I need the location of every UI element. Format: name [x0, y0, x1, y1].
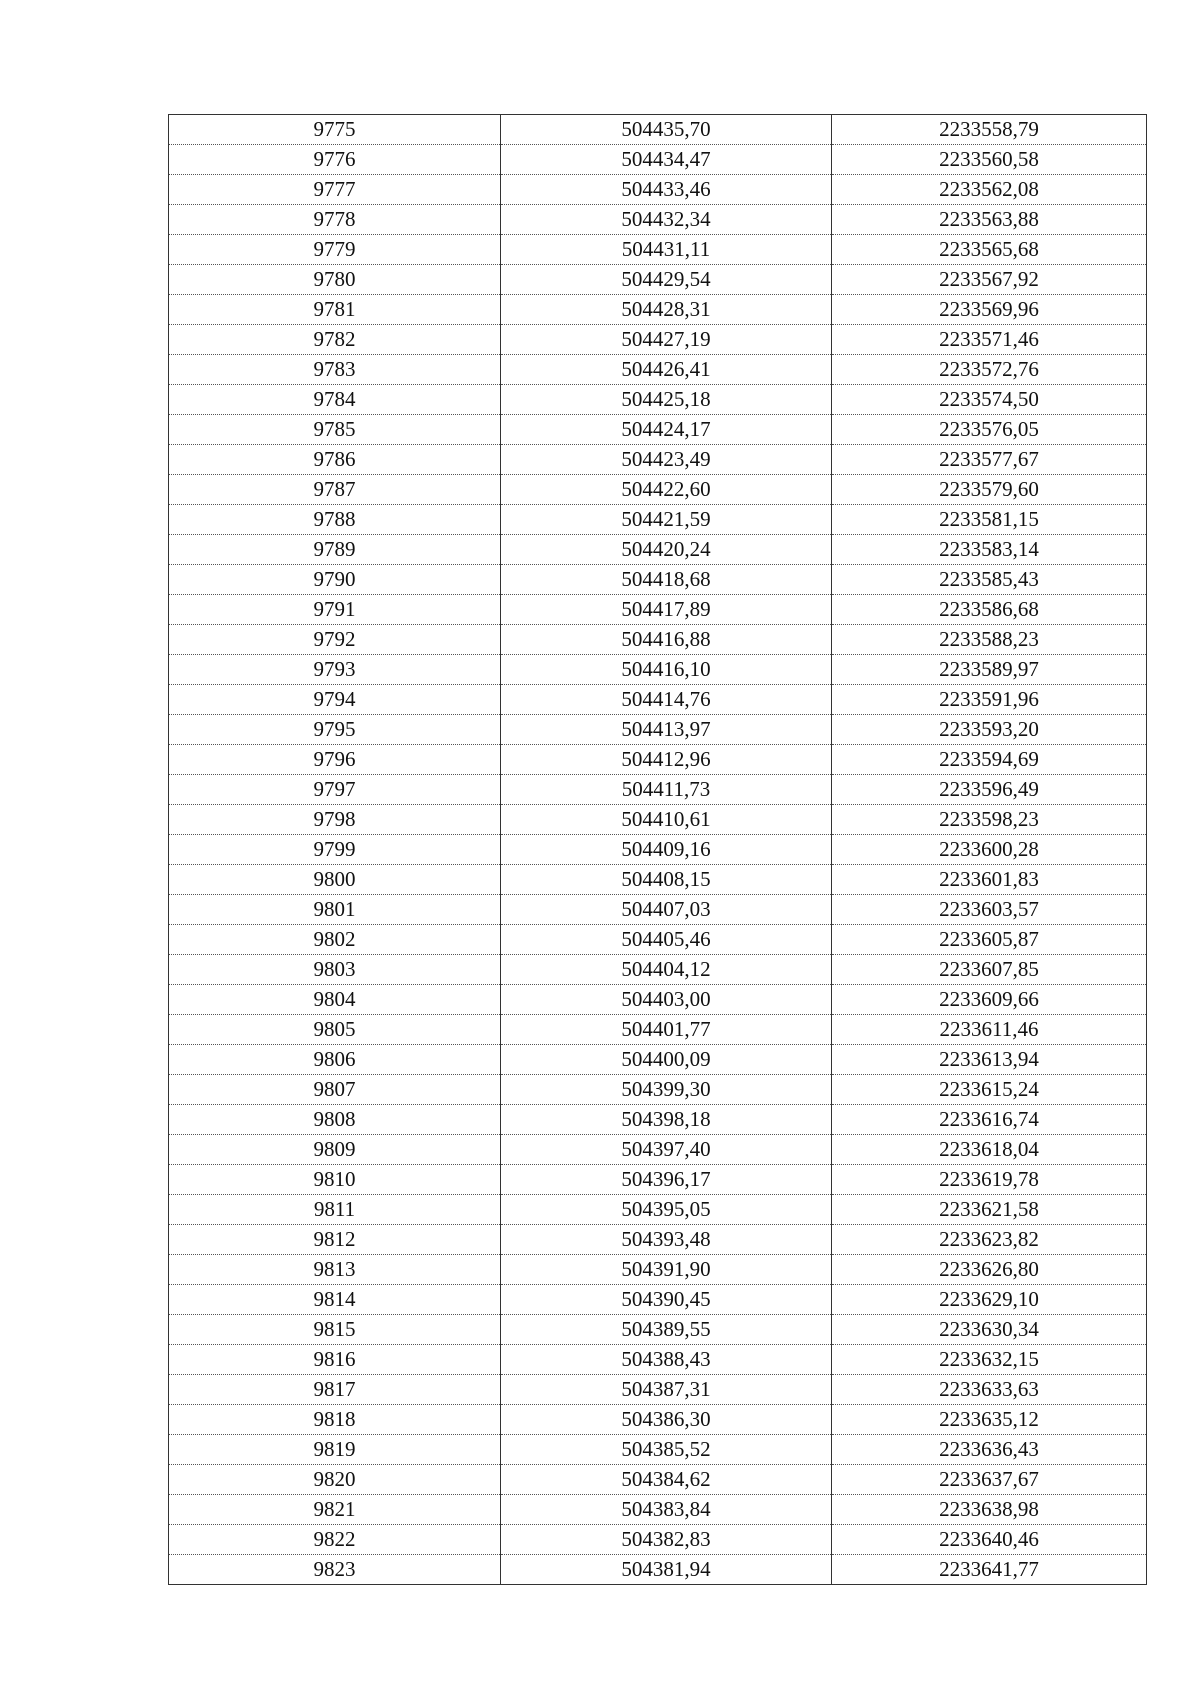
- table-row: [169, 1315, 1147, 1345]
- x-coordinate-cell: 504393,48: [501, 1225, 832, 1255]
- table-row: [169, 535, 1147, 565]
- x-coordinate-cell: 504395,05: [501, 1195, 832, 1225]
- y-coordinate-cell: 2233583,14: [832, 535, 1147, 565]
- x-coordinate-cell: 504381,94: [501, 1555, 832, 1585]
- x-coordinate-cell: 504385,52: [501, 1435, 832, 1465]
- point-number-cell: 9798: [169, 805, 501, 835]
- y-coordinate-cell: 2233640,46: [832, 1525, 1147, 1555]
- table-row: [169, 385, 1147, 415]
- y-coordinate-cell: 2233569,96: [832, 295, 1147, 325]
- coordinates-table-body: [169, 115, 1147, 1585]
- table-row: [169, 1045, 1147, 1075]
- table-row: [169, 325, 1147, 355]
- table-row: [169, 1075, 1147, 1105]
- y-coordinate-cell: 2233577,67: [832, 445, 1147, 475]
- x-coordinate-cell: 504420,24: [501, 535, 832, 565]
- x-coordinate-cell: 504435,70: [501, 115, 832, 145]
- x-coordinate-cell: 504426,41: [501, 355, 832, 385]
- table-row: [169, 1435, 1147, 1465]
- point-number-cell: 9815: [169, 1315, 501, 1345]
- point-number-cell: 9818: [169, 1405, 501, 1435]
- point-number-cell: 9823: [169, 1555, 501, 1585]
- point-number-cell: 9795: [169, 715, 501, 745]
- x-coordinate-cell: 504416,10: [501, 655, 832, 685]
- x-coordinate-cell: 504384,62: [501, 1465, 832, 1495]
- point-number-cell: 9819: [169, 1435, 501, 1465]
- y-coordinate-cell: 2233632,15: [832, 1345, 1147, 1375]
- x-coordinate-cell: 504417,89: [501, 595, 832, 625]
- y-coordinate-cell: 2233591,96: [832, 685, 1147, 715]
- x-coordinate-cell: 504397,40: [501, 1135, 832, 1165]
- y-coordinate-cell: 2233616,74: [832, 1105, 1147, 1135]
- x-coordinate-cell: 504431,11: [501, 235, 832, 265]
- x-coordinate-cell: 504400,09: [501, 1045, 832, 1075]
- x-coordinate-cell: 504421,59: [501, 505, 832, 535]
- y-coordinate-cell: 2233629,10: [832, 1285, 1147, 1315]
- point-number-cell: 9809: [169, 1135, 501, 1165]
- y-coordinate-cell: 2233635,12: [832, 1405, 1147, 1435]
- x-coordinate-cell: 504428,31: [501, 295, 832, 325]
- y-coordinate-cell: 2233621,58: [832, 1195, 1147, 1225]
- point-number-cell: 9775: [169, 115, 501, 145]
- y-coordinate-cell: 2233589,97: [832, 655, 1147, 685]
- x-coordinate-cell: 504414,76: [501, 685, 832, 715]
- y-coordinate-cell: 2233588,23: [832, 625, 1147, 655]
- y-coordinate-cell: 2233619,78: [832, 1165, 1147, 1195]
- table-row: [169, 415, 1147, 445]
- x-coordinate-cell: 504401,77: [501, 1015, 832, 1045]
- table-row: [169, 1525, 1147, 1555]
- x-coordinate-cell: 504416,88: [501, 625, 832, 655]
- table-row: [169, 1375, 1147, 1405]
- table-row: [169, 865, 1147, 895]
- point-number-cell: 9782: [169, 325, 501, 355]
- point-number-cell: 9792: [169, 625, 501, 655]
- x-coordinate-cell: 504405,46: [501, 925, 832, 955]
- table-row: [169, 475, 1147, 505]
- point-number-cell: 9805: [169, 1015, 501, 1045]
- table-row: [169, 655, 1147, 685]
- point-number-cell: 9794: [169, 685, 501, 715]
- x-coordinate-cell: 504403,00: [501, 985, 832, 1015]
- y-coordinate-cell: 2233585,43: [832, 565, 1147, 595]
- point-number-cell: 9785: [169, 415, 501, 445]
- y-coordinate-cell: 2233613,94: [832, 1045, 1147, 1075]
- x-coordinate-cell: 504383,84: [501, 1495, 832, 1525]
- table-row: [169, 925, 1147, 955]
- point-number-cell: 9777: [169, 175, 501, 205]
- y-coordinate-cell: 2233601,83: [832, 865, 1147, 895]
- point-number-cell: 9778: [169, 205, 501, 235]
- point-number-cell: 9813: [169, 1255, 501, 1285]
- y-coordinate-cell: 2233594,69: [832, 745, 1147, 775]
- table-row: [169, 265, 1147, 295]
- table-row: [169, 1225, 1147, 1255]
- y-coordinate-cell: 2233637,67: [832, 1465, 1147, 1495]
- x-coordinate-cell: 504391,90: [501, 1255, 832, 1285]
- x-coordinate-cell: 504388,43: [501, 1345, 832, 1375]
- table-row: [169, 175, 1147, 205]
- table-row: [169, 1465, 1147, 1495]
- point-number-cell: 9779: [169, 235, 501, 265]
- point-number-cell: 9817: [169, 1375, 501, 1405]
- y-coordinate-cell: 2233611,46: [832, 1015, 1147, 1045]
- y-coordinate-cell: 2233638,98: [832, 1495, 1147, 1525]
- point-number-cell: 9791: [169, 595, 501, 625]
- point-number-cell: 9797: [169, 775, 501, 805]
- table-row: [169, 595, 1147, 625]
- table-row: [169, 835, 1147, 865]
- y-coordinate-cell: 2233600,28: [832, 835, 1147, 865]
- x-coordinate-cell: 504413,97: [501, 715, 832, 745]
- y-coordinate-cell: 2233558,79: [832, 115, 1147, 145]
- table-row: [169, 685, 1147, 715]
- y-coordinate-cell: 2233581,15: [832, 505, 1147, 535]
- y-coordinate-cell: 2233579,60: [832, 475, 1147, 505]
- x-coordinate-cell: 504409,16: [501, 835, 832, 865]
- table-row: [169, 1015, 1147, 1045]
- point-number-cell: 9799: [169, 835, 501, 865]
- x-coordinate-cell: 504396,17: [501, 1165, 832, 1195]
- x-coordinate-cell: 504382,83: [501, 1525, 832, 1555]
- point-number-cell: 9801: [169, 895, 501, 925]
- y-coordinate-cell: 2233603,57: [832, 895, 1147, 925]
- point-number-cell: 9821: [169, 1495, 501, 1525]
- y-coordinate-cell: 2233586,68: [832, 595, 1147, 625]
- y-coordinate-cell: 2233593,20: [832, 715, 1147, 745]
- y-coordinate-cell: 2233607,85: [832, 955, 1147, 985]
- table-row: [169, 145, 1147, 175]
- x-coordinate-cell: 504398,18: [501, 1105, 832, 1135]
- y-coordinate-cell: 2233630,34: [832, 1315, 1147, 1345]
- point-number-cell: 9808: [169, 1105, 501, 1135]
- table-row: [169, 805, 1147, 835]
- y-coordinate-cell: 2233574,50: [832, 385, 1147, 415]
- table-row: [169, 1345, 1147, 1375]
- point-number-cell: 9781: [169, 295, 501, 325]
- x-coordinate-cell: 504422,60: [501, 475, 832, 505]
- point-number-cell: 9796: [169, 745, 501, 775]
- table-row: [169, 625, 1147, 655]
- table-row: [169, 1495, 1147, 1525]
- y-coordinate-cell: 2233560,58: [832, 145, 1147, 175]
- point-number-cell: 9788: [169, 505, 501, 535]
- table-row: [169, 1135, 1147, 1165]
- x-coordinate-cell: 504424,17: [501, 415, 832, 445]
- y-coordinate-cell: 2233626,80: [832, 1255, 1147, 1285]
- table-row: [169, 355, 1147, 385]
- table-row: [169, 445, 1147, 475]
- table-row: [169, 895, 1147, 925]
- x-coordinate-cell: 504390,45: [501, 1285, 832, 1315]
- table-row: [169, 745, 1147, 775]
- y-coordinate-cell: 2233563,88: [832, 205, 1147, 235]
- x-coordinate-cell: 504418,68: [501, 565, 832, 595]
- x-coordinate-cell: 504411,73: [501, 775, 832, 805]
- point-number-cell: 9789: [169, 535, 501, 565]
- point-number-cell: 9820: [169, 1465, 501, 1495]
- table-row: [169, 1255, 1147, 1285]
- point-number-cell: 9804: [169, 985, 501, 1015]
- x-coordinate-cell: 504399,30: [501, 1075, 832, 1105]
- table-row: [169, 1285, 1147, 1315]
- y-coordinate-cell: 2233572,76: [832, 355, 1147, 385]
- table-row: [169, 1405, 1147, 1435]
- x-coordinate-cell: 504423,49: [501, 445, 832, 475]
- point-number-cell: 9811: [169, 1195, 501, 1225]
- y-coordinate-cell: 2233623,82: [832, 1225, 1147, 1255]
- x-coordinate-cell: 504407,03: [501, 895, 832, 925]
- y-coordinate-cell: 2233615,24: [832, 1075, 1147, 1105]
- table-row: [169, 115, 1147, 145]
- y-coordinate-cell: 2233636,43: [832, 1435, 1147, 1465]
- y-coordinate-cell: 2233567,92: [832, 265, 1147, 295]
- table-row: [169, 565, 1147, 595]
- point-number-cell: 9786: [169, 445, 501, 475]
- x-coordinate-cell: 504427,19: [501, 325, 832, 355]
- y-coordinate-cell: 2233576,05: [832, 415, 1147, 445]
- table-row: [169, 775, 1147, 805]
- x-coordinate-cell: 504389,55: [501, 1315, 832, 1345]
- x-coordinate-cell: 504410,61: [501, 805, 832, 835]
- x-coordinate-cell: 504433,46: [501, 175, 832, 205]
- point-number-cell: 9780: [169, 265, 501, 295]
- x-coordinate-cell: 504425,18: [501, 385, 832, 415]
- table-row: [169, 1555, 1147, 1585]
- table-row: [169, 1105, 1147, 1135]
- point-number-cell: 9784: [169, 385, 501, 415]
- y-coordinate-cell: 2233641,77: [832, 1555, 1147, 1585]
- x-coordinate-cell: 504408,15: [501, 865, 832, 895]
- table-row: [169, 985, 1147, 1015]
- point-number-cell: 9812: [169, 1225, 501, 1255]
- x-coordinate-cell: 504386,30: [501, 1405, 832, 1435]
- x-coordinate-cell: 504434,47: [501, 145, 832, 175]
- table-row: [169, 235, 1147, 265]
- point-number-cell: 9810: [169, 1165, 501, 1195]
- y-coordinate-cell: 2233596,49: [832, 775, 1147, 805]
- y-coordinate-cell: 2233633,63: [832, 1375, 1147, 1405]
- x-coordinate-cell: 504429,54: [501, 265, 832, 295]
- point-number-cell: 9802: [169, 925, 501, 955]
- table-row: [169, 1165, 1147, 1195]
- x-coordinate-cell: 504404,12: [501, 955, 832, 985]
- y-coordinate-cell: 2233571,46: [832, 325, 1147, 355]
- point-number-cell: 9800: [169, 865, 501, 895]
- y-coordinate-cell: 2233565,68: [832, 235, 1147, 265]
- y-coordinate-cell: 2233609,66: [832, 985, 1147, 1015]
- point-number-cell: 9803: [169, 955, 501, 985]
- point-number-cell: 9790: [169, 565, 501, 595]
- table-row: [169, 505, 1147, 535]
- point-number-cell: 9822: [169, 1525, 501, 1555]
- x-coordinate-cell: 504432,34: [501, 205, 832, 235]
- point-number-cell: 9806: [169, 1045, 501, 1075]
- y-coordinate-cell: 2233562,08: [832, 175, 1147, 205]
- coordinates-table: [168, 114, 1147, 1585]
- y-coordinate-cell: 2233605,87: [832, 925, 1147, 955]
- table-row: [169, 715, 1147, 745]
- point-number-cell: 9807: [169, 1075, 501, 1105]
- point-number-cell: 9776: [169, 145, 501, 175]
- point-number-cell: 9814: [169, 1285, 501, 1315]
- x-coordinate-cell: 504387,31: [501, 1375, 832, 1405]
- y-coordinate-cell: 2233598,23: [832, 805, 1147, 835]
- point-number-cell: 9816: [169, 1345, 501, 1375]
- table-row: [169, 1195, 1147, 1225]
- point-number-cell: 9783: [169, 355, 501, 385]
- y-coordinate-cell: 2233618,04: [832, 1135, 1147, 1165]
- point-number-cell: 9787: [169, 475, 501, 505]
- table-row: [169, 295, 1147, 325]
- point-number-cell: 9793: [169, 655, 501, 685]
- table-row: [169, 955, 1147, 985]
- x-coordinate-cell: 504412,96: [501, 745, 832, 775]
- table-row: [169, 205, 1147, 235]
